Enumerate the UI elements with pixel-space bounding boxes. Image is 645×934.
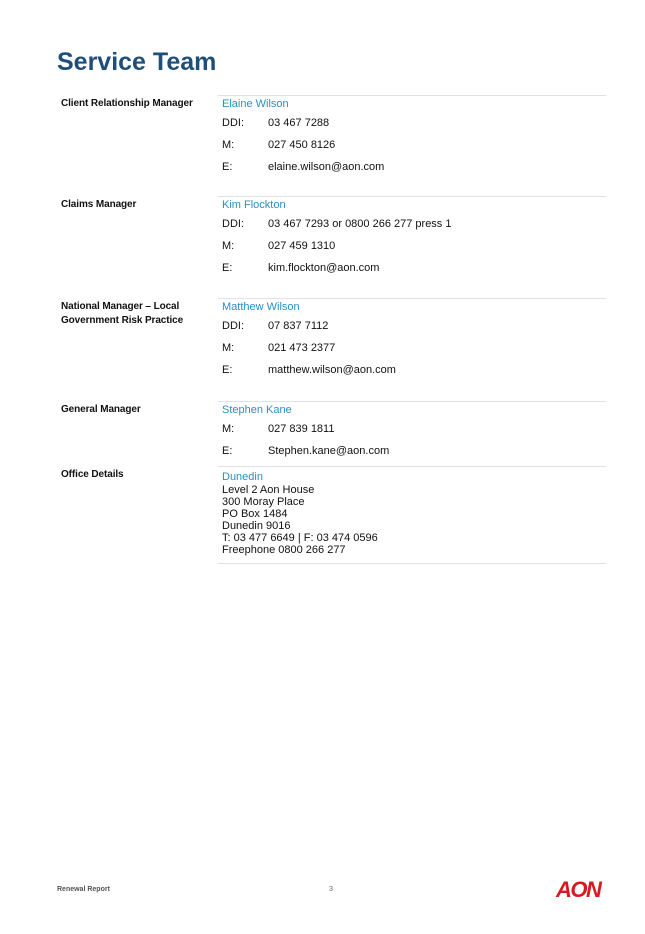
office-details xyxy=(218,466,606,556)
contact-label: E: xyxy=(222,445,233,457)
office-city: Dunedin xyxy=(222,471,263,483)
phone-ddi: 03 467 7288 xyxy=(268,117,330,129)
role-label: National Manager – Local Government Risk Practice xyxy=(61,301,184,326)
email-link[interactable]: Stephen.kane@aon.com xyxy=(268,445,390,457)
contact-row xyxy=(218,315,606,337)
team-member-section xyxy=(0,196,645,298)
contact-label: E: xyxy=(222,262,233,274)
team-member-section xyxy=(0,298,645,401)
contact-details xyxy=(218,196,606,279)
contact-details xyxy=(218,401,606,462)
contact-label: M: xyxy=(222,423,235,435)
divider xyxy=(218,563,606,564)
address-line: Dunedin 9016 xyxy=(222,520,291,532)
contact-row xyxy=(218,418,606,440)
contact-row xyxy=(218,359,606,381)
contact-row xyxy=(218,440,606,462)
role-label: Claims Manager xyxy=(61,199,137,210)
contact-row xyxy=(218,337,606,359)
page-number: 3 xyxy=(329,886,333,893)
contact-row xyxy=(218,235,606,257)
role-label: Office Details xyxy=(61,469,124,480)
contact-label: DDI: xyxy=(222,320,244,332)
contact-row xyxy=(218,213,606,235)
contact-row xyxy=(218,112,606,134)
team-member-section xyxy=(0,95,645,196)
service-team-list xyxy=(0,95,645,564)
contact-label: E: xyxy=(222,161,233,173)
contact-details xyxy=(218,298,606,381)
email-link[interactable]: elaine.wilson@aon.com xyxy=(268,161,385,173)
address-line: PO Box 1484 xyxy=(222,508,288,520)
office-address xyxy=(218,470,606,556)
address-line: 300 Moray Place xyxy=(222,496,305,508)
contact-label: M: xyxy=(222,342,235,354)
phone-ddi: 03 467 7293 or 0800 266 277 press 1 xyxy=(268,218,452,230)
phone-mobile: 027 450 8126 xyxy=(268,139,336,151)
footer-report-name: Renewal Report xyxy=(57,886,110,893)
contact-label: E: xyxy=(222,364,233,376)
member-name: Matthew Wilson xyxy=(222,301,300,313)
phone-mobile: 027 839 1811 xyxy=(268,423,335,435)
contact-row xyxy=(218,134,606,156)
role-label: Client Relationship Manager xyxy=(61,98,193,109)
member-name: Elaine Wilson xyxy=(222,98,289,110)
member-name: Kim Flockton xyxy=(222,199,286,211)
freephone-line: Freephone 0800 266 277 xyxy=(222,544,346,556)
phone-mobile: 027 459 1310 xyxy=(268,240,336,252)
role-label: General Manager xyxy=(61,404,141,415)
email-link[interactable]: kim.flockton@aon.com xyxy=(268,262,380,274)
contact-row xyxy=(218,257,606,279)
address-line: Level 2 Aon House xyxy=(222,484,315,496)
email-link[interactable]: matthew.wilson@aon.com xyxy=(268,364,396,376)
aon-logo: AON xyxy=(556,877,601,902)
contact-details xyxy=(218,95,606,178)
contact-label: M: xyxy=(222,240,235,252)
phone-fax-line: T: 03 477 6649 | F: 03 474 0596 xyxy=(222,532,378,544)
contact-row xyxy=(218,156,606,178)
team-member-section xyxy=(0,401,645,466)
phone-mobile: 021 473 2377 xyxy=(268,342,336,354)
contact-label: DDI: xyxy=(222,218,244,230)
contact-label: M: xyxy=(222,139,235,151)
member-name: Stephen Kane xyxy=(222,404,292,416)
phone-ddi: 07 837 7112 xyxy=(268,320,329,332)
office-details-section xyxy=(0,466,645,563)
contact-label: DDI: xyxy=(222,117,244,129)
page-title: Service Team xyxy=(57,48,217,76)
